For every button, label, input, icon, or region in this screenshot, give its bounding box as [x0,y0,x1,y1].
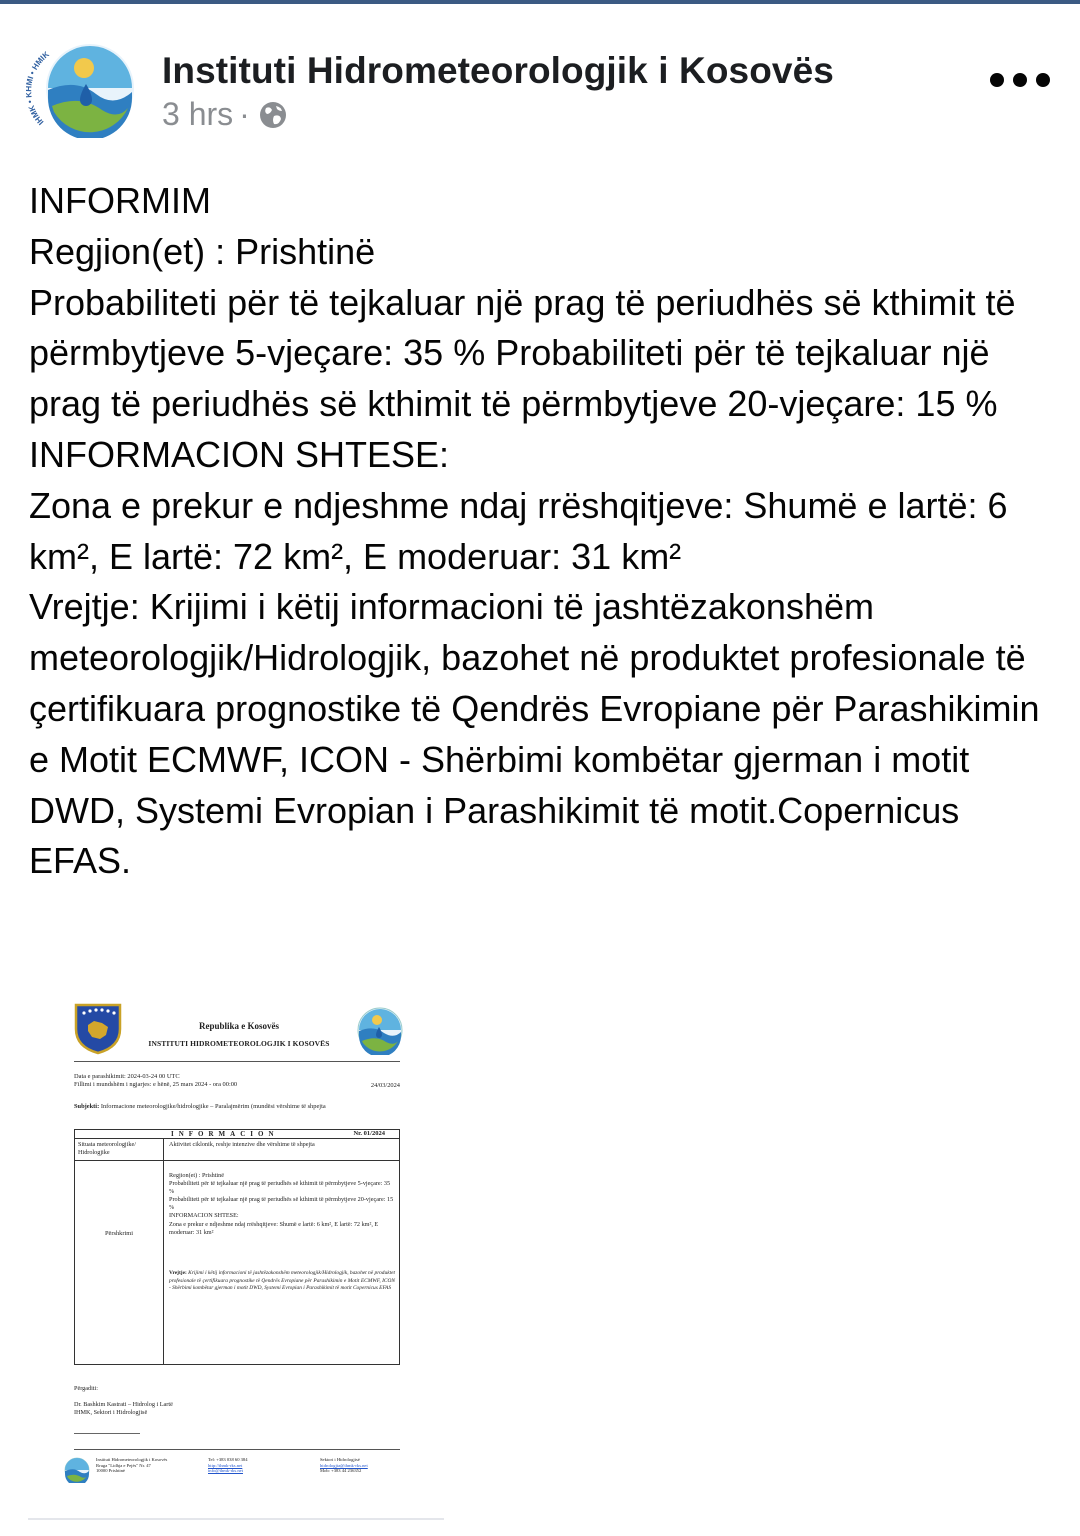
meta-separator: · [239,96,250,132]
more-dot [990,73,1004,87]
footer-line: Instituti Hidrometeorologjik i Kosovës [96,1457,168,1462]
description-region: Regjion(et) : Prishtinë [169,1172,224,1179]
description-extra-label: INFORMACION SHTESE: [169,1212,239,1220]
post-line-extra-info: INFORMACION SHTESE: [29,433,450,475]
table-row [75,1139,399,1161]
table-number: Nr. 01/2024 [353,1130,385,1137]
table-column-divider [163,1139,164,1364]
document-header-institute: INSTITUTI HIDROMETEOROLOGJIK I KOSOVËS [148,1039,330,1048]
more-dot [1036,73,1050,87]
footer-contact [208,1457,248,1474]
document-header-republic: Republika e Kosovës [198,1021,279,1031]
attached-document-image[interactable] [28,975,444,1520]
footer-sector [320,1457,368,1474]
post-time[interactable]: 3 hrs [162,96,234,132]
more-dot [1013,73,1027,87]
more-options-icon[interactable] [990,62,1050,98]
footer-line: Mob: +383 44 236352 [320,1468,362,1474]
description-zone: Zona e prekur e ndjeshme ndaj rrëshqitjeve: Shumë e lartë: 6 km², E lartë: 72 km², E moderuar: 31 km² [169,1220,379,1236]
kosovo-emblem-icon [74,1003,122,1055]
footer-link: hidrologjia@ihmk-rks.net [320,1462,368,1468]
footer-link: http://ihmk-rks.net [208,1462,243,1468]
document-subject [74,1103,394,1112]
table-row-label: Situata meteorologjike/ Hidrologjike [78,1141,136,1156]
post-line-region: Regjion(et) : Prishtinë [29,230,376,272]
post-text [29,176,1059,887]
globe-icon [258,100,288,130]
document-divider [74,1061,400,1062]
note-label: Vrejtje: [169,1270,187,1276]
avatar-text: IHMK • I • HMIK [26,49,51,127]
description-probability-20: Probabiliteti për të tejkaluar një prag të periudhës së kthimit të përmbytjeve 20-vjeçare: 15 % [169,1196,394,1212]
prepared-org: IHMK, Sektori i Hidrologjisë [74,1409,148,1416]
note-text: Krijimi i këtij informacioni të jashtëzakonshëm meteorologjik/Hidrologjik, bazohet në produktet profesionale të çertifikuara prognostike të Qendrës Evropiane për Parashikimin e Motit ECMWF, ICON - Shërbimi kombëtar gjerman i motit DWD, Systemi Evropian i Parashikimit të motit Copernicus EFAS [169,1270,395,1292]
description-probability-5: Probabiliteti për të tejkaluar një prag të periudhës së kthimit të përmbytjeve 5-vjeçare: 35 % [169,1180,391,1196]
prepared-name: Dr. Bashkim Kastrati – Hidrolog i Lartë [74,1401,173,1408]
footer-line: Tel: +383 038 60 384 [208,1457,248,1462]
document-table [74,1129,400,1365]
document-prepared-by [74,1385,173,1417]
prepared-label: Përgaditi: [74,1385,98,1392]
footer-line: 10000 Prishtinë [96,1468,125,1474]
footer-link: info@ihmk-rks.net [208,1468,243,1474]
table-title-row [75,1130,399,1139]
footer-line: Rruga "Lidhja e Pejës" Nr. 47 [96,1462,151,1468]
ihmk-logo-icon [64,1457,90,1483]
table-title: INFORMACION [171,1130,279,1138]
footer-line: Sektori i Hidrologjisë [320,1457,360,1462]
top-strip [0,0,1080,4]
attachment-bottom-border [28,1518,444,1520]
ihmk-logo-icon[interactable] [26,38,138,138]
subject-text: Informacione meteorologjike/hidrologjike – Paralajmërim (mundësi vërshime të shpejta [100,1103,326,1110]
document-date-line: Data e parashikimit: 2024-03-24 00 UTC [74,1073,180,1080]
post-paragraph-note: Vrejtje: Krijimi i këtij informacioni të jashtëzakonshëm meteorologjik/Hidrologjik, bazohet në produktet profesionale të çertifikuara prognostike të Qendrës Evropiane për Parashikimin e Motit ECMWF, ICON - Shërbimi kombëtar gjerman i motit DWD, Systemi Evropian i Parashikimit të motit.Copernicus EFAS. [29,586,1040,882]
table-row-label: Përshkrimi [104,1230,134,1237]
post-line-informim: INFORMIM [29,180,211,221]
document-date: 24/03/2024 [370,1082,400,1089]
post-paragraph-probability: Probabiliteti për të tejkaluar një prag të periudhës së kthimit të përmbytjeve 5-vjeçare: 35 % Probabiliteti për të tejkaluar një prag të periudhës së kthimit të përmbytjeve 20-vjeçare: 15 % [29,281,1016,425]
ihmk-logo-icon [356,1005,404,1055]
post-header [0,34,1080,144]
footer-address [96,1457,167,1474]
subject-label: Subjekti: [74,1103,100,1110]
post-meta [162,96,288,133]
signature-line [74,1433,140,1434]
footer-divider [74,1449,400,1450]
table-row-value: Aktivitet ciklonik, reshje intenzive dhe vërshime të shpejta [169,1141,315,1148]
author-name[interactable]: Instituti Hidrometeorologjik i Kosovës [162,50,834,91]
post-paragraph-landslide: Zona e prekur e ndjeshme ndaj rrëshqitjeve: Shumë e lartë: 6 km², E lartë: 72 km², E moderuar: 31 km² [29,484,1008,577]
document-start-line: Fillimi i mundshëm i ngjarjes: e hënë, 25 mars 2024 - ora 00:00 [74,1081,238,1088]
table-note [169,1270,395,1293]
table-description [169,1172,395,1237]
